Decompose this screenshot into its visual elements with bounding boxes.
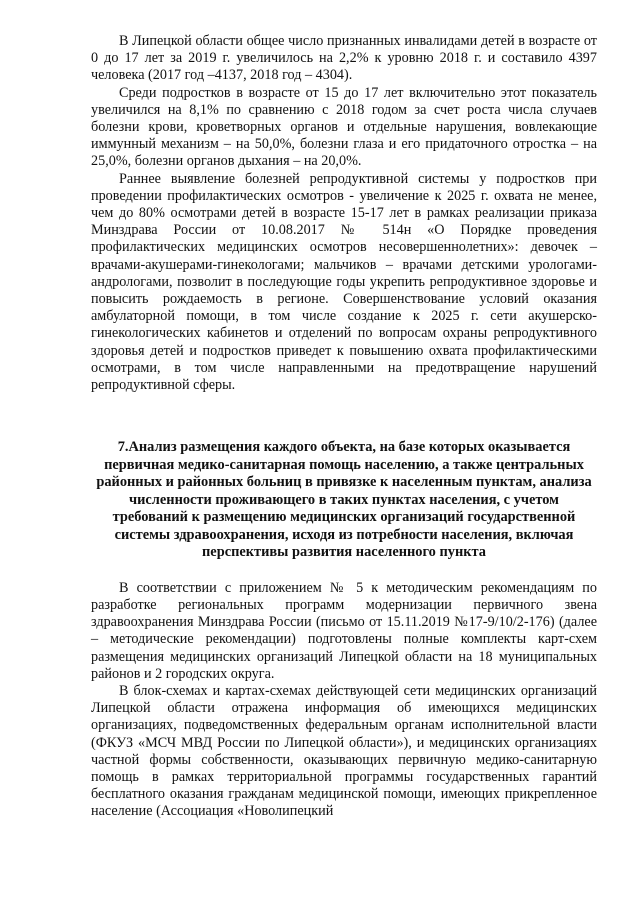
paragraph-reproductive-health: Раннее выявление болезней репродуктивной системы у подростков при проведении профилактических осмотров - увеличение к 2025 г. охвата не менее, чем до 80% осмотрами детей в возрасте 15-17 лет в рамках реализации приказа Минздрава России от 10.08.2017 № 514н «О Порядке проведения профилактических медицинских осмотров несовершеннолетних»: девочек – врачами-акушерами-гинекологами; мальчиков – врачами детскими урологами-андрологами, позволит в последующие годы укрепить репродуктивное здоровье и повысить рождаемость в регионе. Совершенствование условий оказания амбулаторной помощи, в том числе создание к 2025 г. сети акушерско-гинекологических кабинетов и отделений по вопросам охраны репродуктивного здоровья детей и подростков приведет к повышению охвата профилактическими осмотрами, в том числе направленными на предотвращение нарушений репродуктивной сферы. [91,170,597,394]
document-body [91,33,597,821]
paragraph-adolescents: Среди подростков в возрасте от 15 до 17 лет включительно этот показатель увеличился на 8,1% по сравнению с 2018 годом за счет роста числа случаев болезни крови, кроветворных органов и отдельные нарушения, вовлекающие иммунный механизм – на 50,0%, болезни глаза и его придаточного отростка – на 25,0%, болезни органов дыхания – на 20,0%. [91,84,597,170]
paragraph-methodical-recommendations: В соответствии с приложением № 5 к методическим рекомендациям по разработке региональных программ модернизации первичного звена здравоохранения Минздрава России (письмо от 15.11.2019 №17-9/10/2-176) (далее – методические рекомендации) подготовлены полные комплекты карт-схем размещения медицинских организаций Липецкой области на 18 муниципальных районов и 2 городских округа. [91,579,597,682]
heading-spacer [91,562,597,580]
paragraph-disabled-children: В Липецкой области общее число признанных инвалидами детей в возрасте от 0 до 17 лет за 2019 г. увеличилось на 2,2% к уровню 2018 г. и составило 4397 человека (2017 год –4137, 2018 год – 4304). [91,33,597,84]
paragraph-block-schemes: В блок-схемах и картах-схемах действующей сети медицинских организаций Липецкой области отражена информация об имеющихся медицинских организациях, подведомственных федеральным органам исполнительной власти (ФКУЗ «МСЧ МВД России по Липецкой области»), и медицинских организациях частной формы собственности, оказывающих первичную медико-санитарную помощь в рамках территориальной программы государственных гарантий бесплатного оказания гражданам медицинской помощи, имеющих прикрепленное население (Ассоциация «Новолипецкий [91,682,597,820]
section-heading: 7.Анализ размещения каждого объекта, на базе которых оказывается первичная медико-санитарная помощь населению, а также центральных районных и районных больниц в привязке к населенным пунктам, анализа численности проживающего в таких пунктах населения, с учетом требований к размещению медицинских организаций государственной системы здравоохранения, исходя из потребности населения, включая перспективы развития населенного пункта [96,439,592,561]
section-spacer [91,394,597,439]
